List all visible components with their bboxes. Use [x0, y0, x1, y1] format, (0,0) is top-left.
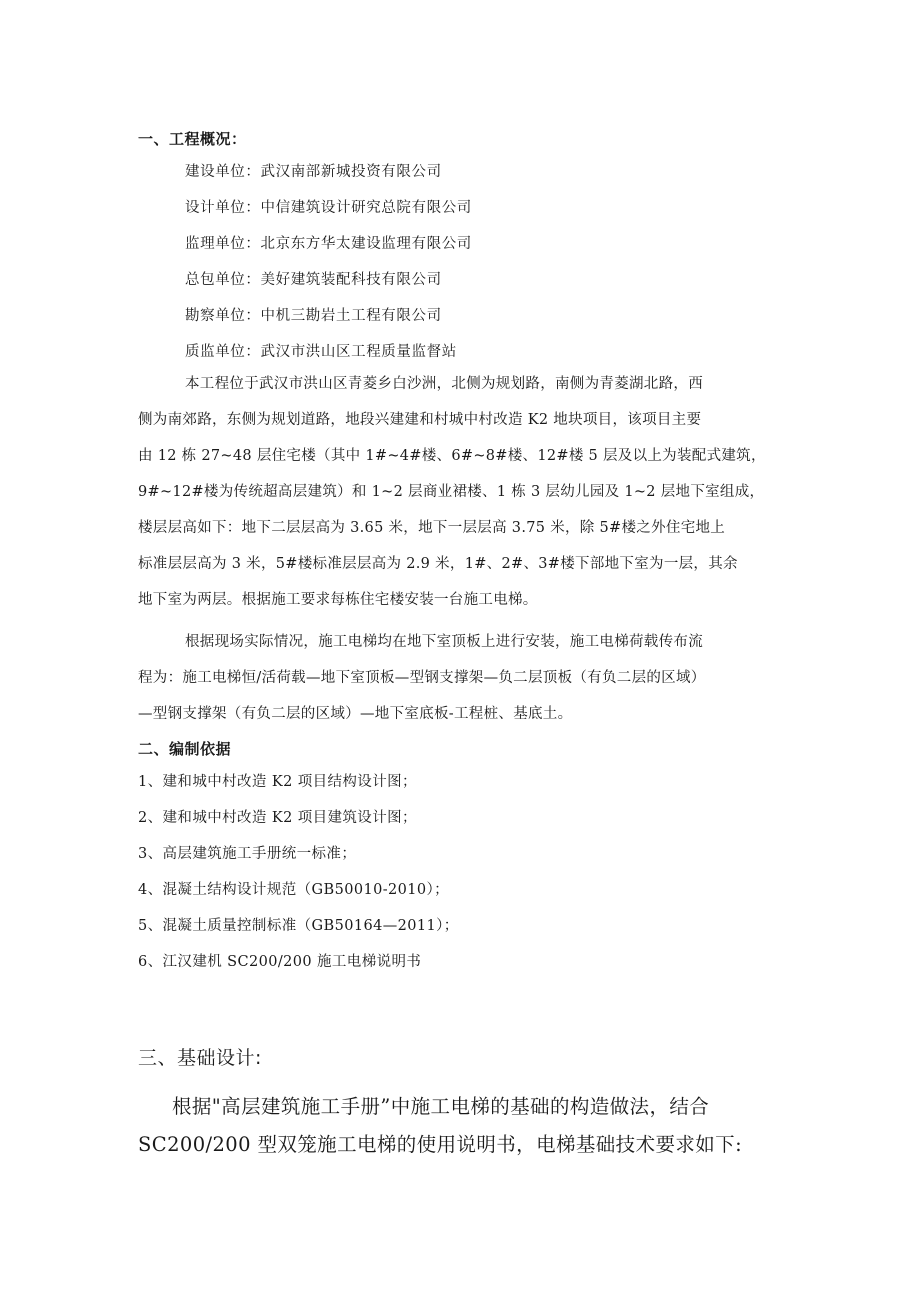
info-line-survey: 勘察单位：中机三勘岩土工程有限公司 — [185, 308, 442, 324]
info-line-supervision: 监理单位：北京东方华太建设监理有限公司 — [185, 236, 472, 252]
paragraph-line: 根据现场实际情况，施工电梯均在地下室顶板上进行安装，施工电梯荷载传布流 — [185, 634, 703, 650]
reference-item: 3、高层建筑施工手册统一标准； — [138, 846, 357, 862]
section-3-heading: 三、基础设计: — [138, 1047, 262, 1069]
paragraph-line: —型钢支撑架（有负二层的区域）—地下室底板-工程桩、基底土。 — [138, 706, 573, 722]
reference-item: 2、建和城中村改造 K2 项目建筑设计图； — [138, 810, 417, 826]
paragraph-line: 楼层层高如下：地下二层层高为 3.65 米，地下一层层高 3.75 米，除 5#楼之外住宅地上 — [138, 520, 726, 536]
info-line-quality: 质监单位：武汉市洪山区工程质量监督站 — [185, 344, 457, 360]
paragraph-line: 由 12 栋 27~48 层住宅楼（其中 1#~4#楼、6#~8#楼、12#楼 5 层及以上为装配式建筑， — [138, 448, 766, 464]
load-transfer-paragraph — [138, 624, 798, 732]
project-description-paragraph — [138, 366, 798, 618]
foundation-design-paragraph — [138, 1088, 778, 1164]
info-line-construction: 建设单位：武汉南部新城投资有限公司 — [185, 164, 442, 180]
reference-item: 4、混凝土结构设计规范（GB50010-2010）； — [138, 882, 450, 898]
reference-item: 6、江汉建机 SC200/200 施工电梯说明书 — [138, 954, 422, 970]
paragraph-line: 侧为南郊路，东侧为规划道路，地段兴建建和村城中村改造 K2 地块项目，该项目主要 — [138, 412, 702, 428]
paragraph-line: 标准层层高为 3 米，5#楼标准层层高为 2.9 米，1#、2#、3#楼下部地下室为一层，其余 — [138, 556, 738, 572]
reference-item: 1、建和城中村改造 K2 项目结构设计图； — [138, 774, 417, 790]
info-line-design: 设计单位：中信建筑设计研究总院有限公司 — [185, 200, 472, 216]
paragraph-line: 根据"高层建筑施工手册”中施工电梯的基础的构造做法，结合 — [172, 1095, 710, 1118]
paragraph-line: 9#~12#楼为传统超高层建筑）和 1~2 层商业裙楼、1 栋 3 层幼儿园及 1~2 层地下室组成， — [138, 484, 765, 500]
paragraph-line: SC200/200 型双笼施工电梯的使用说明书，电梯基础技术要求如下: — [138, 1133, 743, 1156]
paragraph-line: 程为：施工电梯恒/活荷载—地下室顶板—型钢支撑架—负二层顶板（有负二层的区域） — [138, 670, 706, 686]
paragraph-line: 本工程位于武汉市洪山区青菱乡白沙洲，北侧为规划路，南侧为青菱湖北路，西 — [185, 376, 703, 392]
reference-item: 5、混凝土质量控制标准（GB50164—2011）； — [138, 918, 459, 934]
paragraph-line: 地下室为两层。根据施工要求每栋住宅楼安装一台施工电梯。 — [138, 592, 538, 608]
info-line-contractor: 总包单位：美好建筑装配科技有限公司 — [185, 272, 442, 288]
section-2-heading: 二、编制依据 — [138, 740, 232, 758]
section-1-heading: 一、工程概况： — [138, 130, 247, 148]
